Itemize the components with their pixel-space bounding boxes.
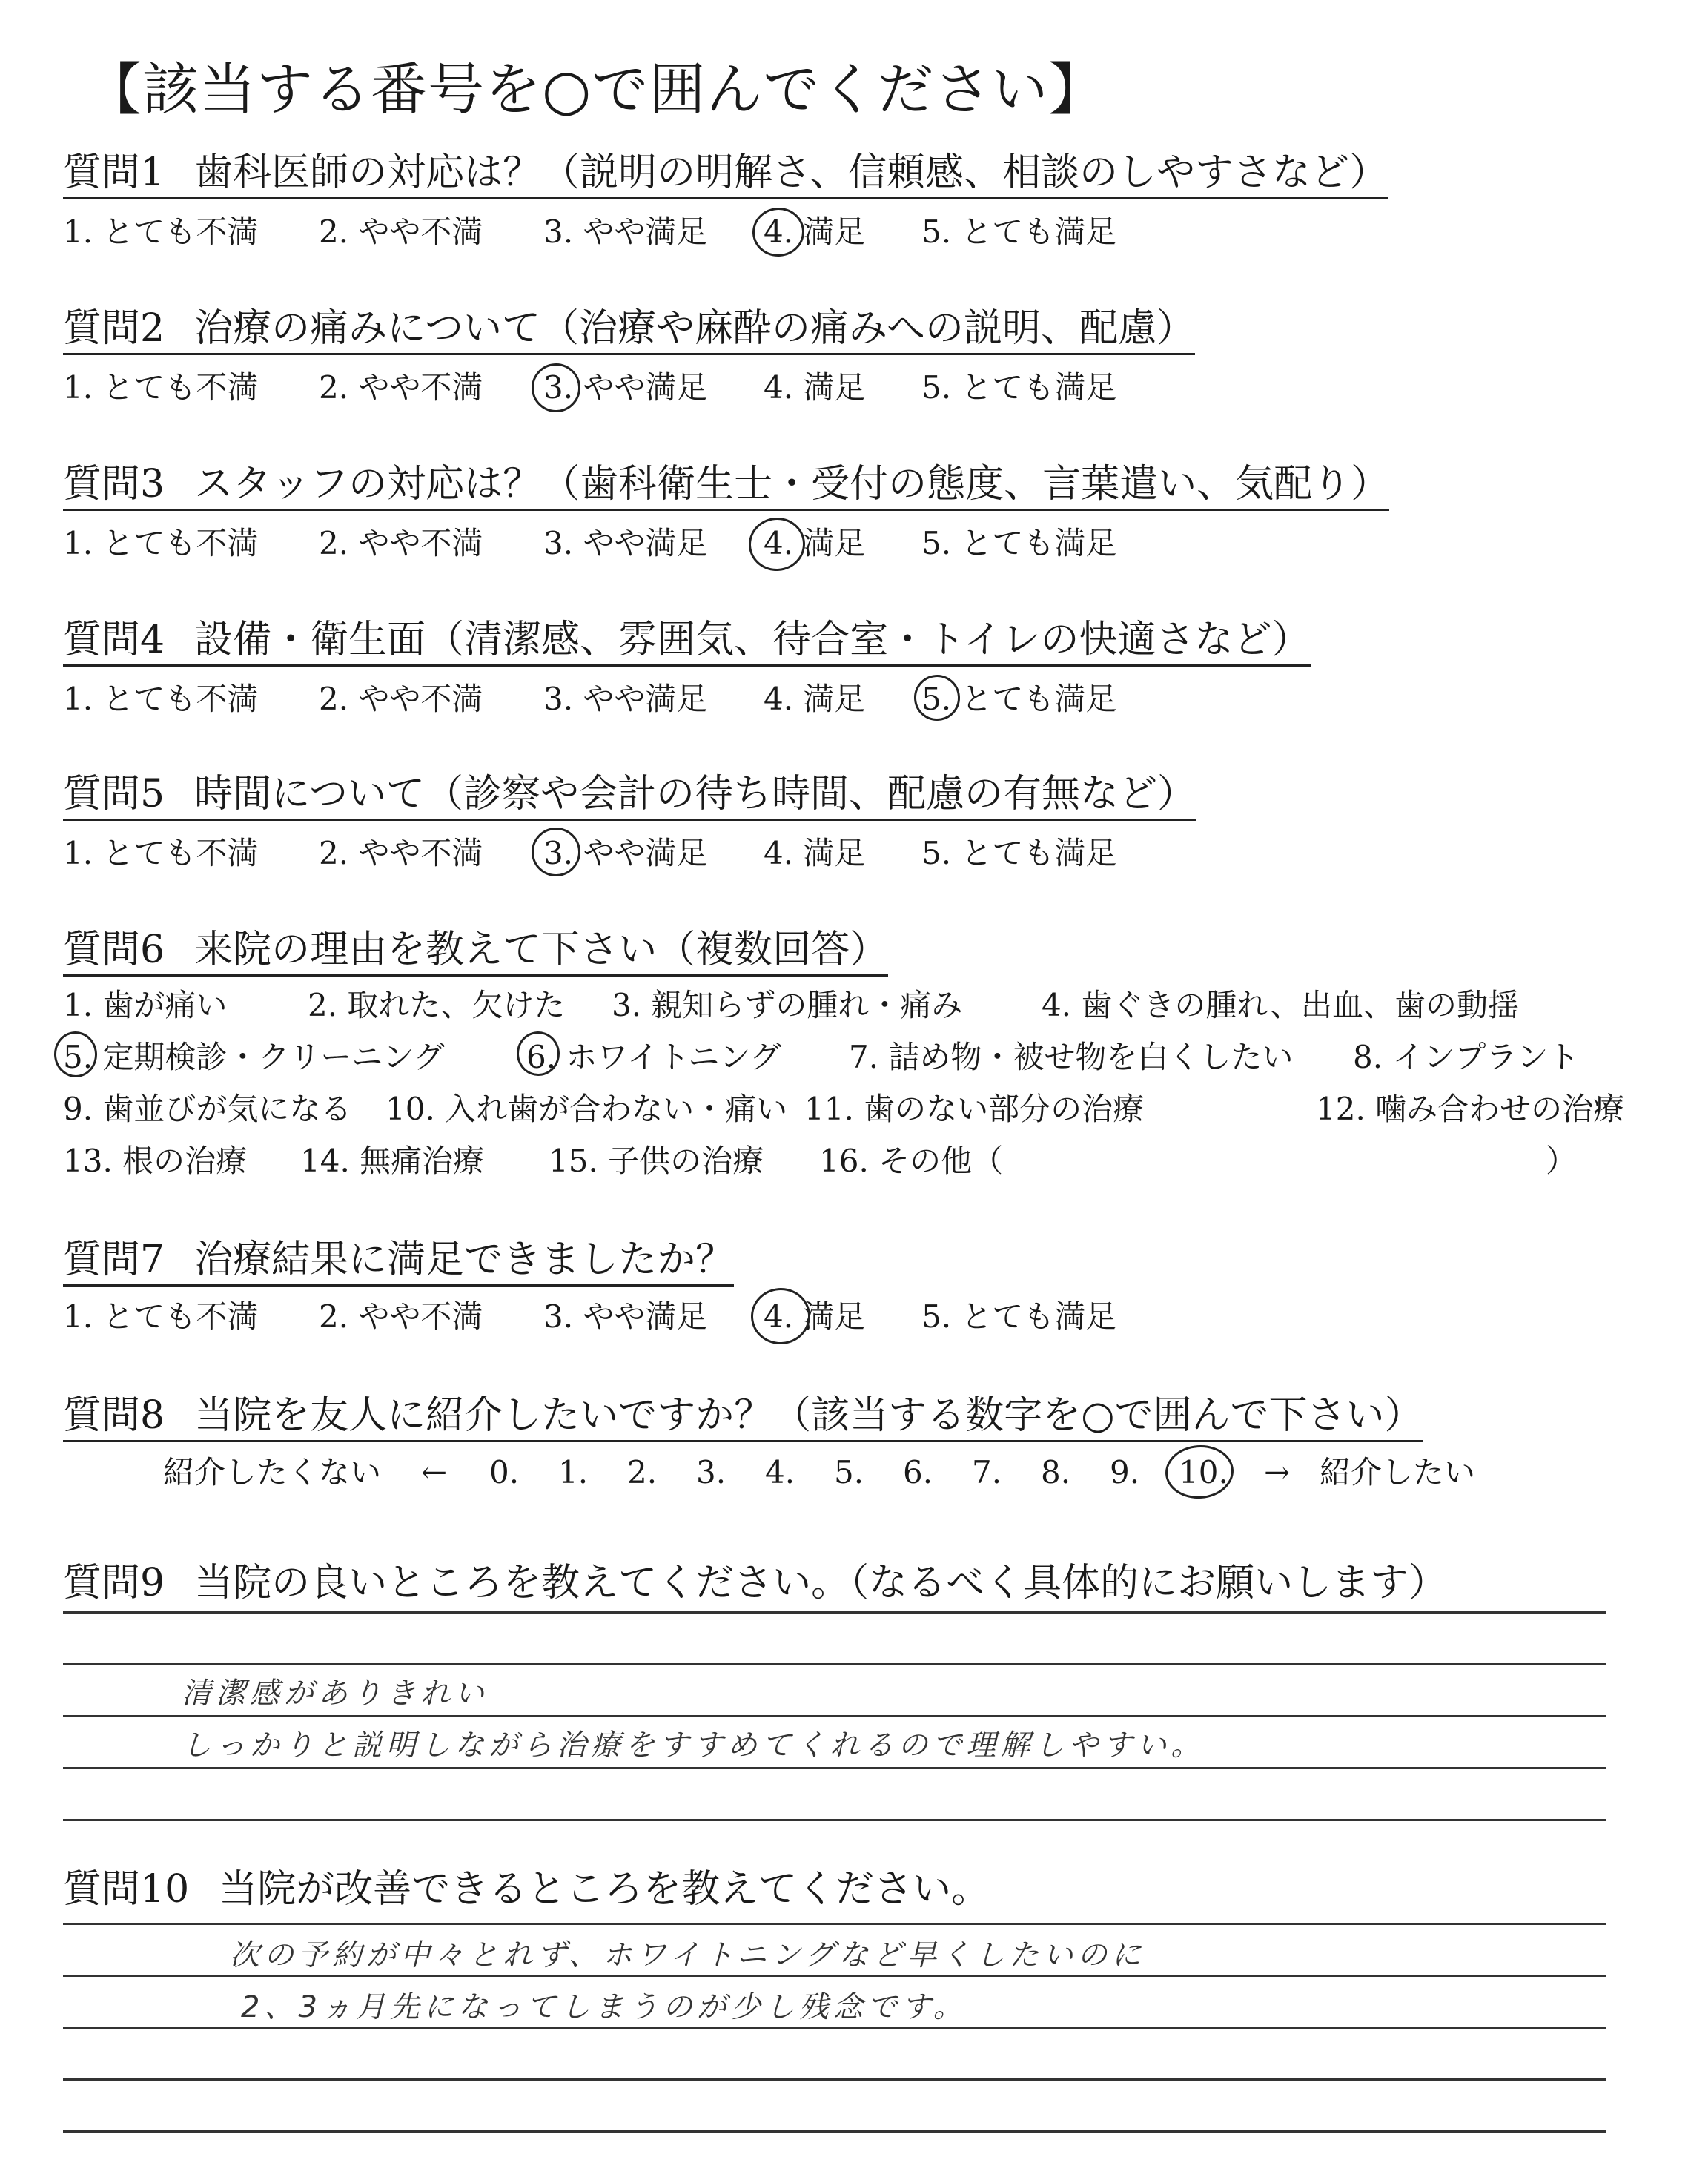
- option-1[interactable]: 1. とても不満: [63, 525, 259, 561]
- reason-option[interactable]: 8. インプラント: [1353, 1039, 1580, 1075]
- reason-option[interactable]: 1. 歯が痛い: [63, 987, 228, 1023]
- reason-option[interactable]: 9. 歯並びが気になる: [63, 1091, 352, 1127]
- question-text: 当院が改善できるところを教えてください。: [219, 1867, 990, 1912]
- other-close-paren: ）: [1546, 1143, 1578, 1179]
- question-number: 質問8: [63, 1393, 165, 1438]
- question-text: 時間について（診察や会計の待ち時間、配慮の有無など）: [194, 772, 1196, 816]
- question-8-scale: [163, 1454, 1542, 1494]
- question-10-heading: [63, 1857, 990, 1913]
- selected-circle-mark: [747, 515, 807, 572]
- question-text: 歯科医師の対応は？（説明の明解さ、信頼感、相談のしやすさなど）: [194, 151, 1388, 195]
- reason-option[interactable]: 3. 親知らずの腫れ・痛み: [612, 987, 963, 1023]
- reason-option[interactable]: 12. 噛み合わせの治療: [1316, 1091, 1625, 1127]
- scale-value-3[interactable]: 3.: [696, 1454, 726, 1490]
- reason-option[interactable]: 11. 歯のない部分の治療: [804, 1091, 1145, 1127]
- scale-value-8[interactable]: 8.: [1041, 1454, 1071, 1490]
- answer-line: [63, 1767, 1606, 1769]
- reason-option[interactable]: 5. 定期検診・クリーニング: [63, 1039, 445, 1075]
- question-7-heading: [63, 1238, 734, 1287]
- option-5[interactable]: 5. とても満足: [921, 525, 1117, 561]
- handwritten-answer-line: 2、3ヵ月先になってしまうのが少し残念です。: [241, 1990, 967, 2024]
- option-2[interactable]: 2. やや不満: [319, 1298, 483, 1335]
- option-1[interactable]: 1. とても不満: [63, 835, 259, 871]
- option-3[interactable]: 3. やや満足: [543, 525, 708, 561]
- answer-line: [63, 1611, 1606, 1614]
- option-4[interactable]: 4. 満足: [764, 1298, 866, 1335]
- question-3-options: [63, 525, 1249, 565]
- answer-line: [63, 2078, 1606, 2081]
- option-4[interactable]: 4. 満足: [764, 681, 866, 717]
- option-1[interactable]: 1. とても不満: [63, 214, 259, 250]
- option-4[interactable]: 4. 満足: [764, 835, 866, 871]
- option-2[interactable]: 2. やや不満: [319, 369, 483, 406]
- scale-value-5[interactable]: 5.: [834, 1454, 864, 1490]
- reason-option[interactable]: 2. 取れた、欠けた: [308, 987, 566, 1023]
- question-number: 質問3: [63, 462, 165, 506]
- scale-value-4[interactable]: 4.: [765, 1454, 795, 1490]
- option-2[interactable]: 2. やや不満: [319, 835, 483, 871]
- question-number: 質問10: [63, 1867, 190, 1912]
- answer-line: [63, 2027, 1606, 2029]
- question-number: 質問6: [63, 928, 165, 972]
- question-text: 治療の痛みについて（治療や麻酔の痛みへの説明、配慮）: [194, 306, 1196, 351]
- question-number: 質問1: [63, 151, 165, 195]
- scale-value-9[interactable]: 9.: [1110, 1454, 1140, 1490]
- option-2[interactable]: 2. やや不満: [319, 681, 483, 717]
- scale-value-1[interactable]: 1.: [558, 1454, 589, 1490]
- option-5[interactable]: 5. とても満足: [921, 1298, 1117, 1335]
- question-9-heading: [63, 1551, 1447, 1607]
- question-8-heading: [63, 1394, 1423, 1442]
- option-5[interactable]: 5. とても満足: [921, 369, 1117, 406]
- question-number: 質問4: [63, 618, 165, 662]
- question-7-options: [63, 1298, 1249, 1338]
- handwritten-answer-line: 次の予約が中々とれず、ホワイトニングなど早くしたいのに: [230, 1938, 1146, 1972]
- left-arrow-icon: ←: [421, 1454, 448, 1490]
- option-3[interactable]: 3. やや満足: [543, 835, 708, 871]
- option-4[interactable]: 4. 満足: [764, 525, 866, 561]
- question-number: 質問5: [63, 772, 165, 816]
- handwritten-answer-line: しっかりと説明しながら治療をすすめてくれるので理解しやすい。: [182, 1728, 1205, 1763]
- question-text: 当院を友人に紹介したいですか？（該当する数字を○で囲んで下さい）: [194, 1393, 1423, 1438]
- question-1-heading: [63, 151, 1388, 199]
- reason-option[interactable]: 4. 歯ぐきの腫れ、出血、歯の動揺: [1042, 987, 1519, 1023]
- question-6-heading: [63, 928, 888, 977]
- question-2-options: [63, 369, 1249, 409]
- option-2[interactable]: 2. やや不満: [319, 525, 483, 561]
- answer-line: [63, 1923, 1606, 1925]
- option-3[interactable]: 3. やや満足: [543, 369, 708, 406]
- question-text: 設備・衛生面（清潔感、雰囲気、待合室・トイレの快適さなど）: [194, 618, 1311, 662]
- scale-right-label: 紹介したい: [1320, 1454, 1476, 1490]
- answer-line: [63, 1975, 1606, 1977]
- reason-option[interactable]: 14. 無痛治療: [300, 1143, 485, 1179]
- question-1-options: [63, 214, 1249, 254]
- question-4-options: [63, 681, 1249, 721]
- question-text: 当院の良いところを教えてください。（なるべく具体的にお願いします）: [194, 1561, 1448, 1605]
- scale-value-6[interactable]: 6.: [903, 1454, 933, 1490]
- question-5-options: [63, 835, 1249, 875]
- reason-option[interactable]: 13. 根の治療: [63, 1143, 248, 1179]
- question-text: スタッフの対応は？（歯科衛生士・受付の態度、言葉遣い、気配り）: [194, 462, 1390, 506]
- option-1[interactable]: 1. とても不満: [63, 1298, 259, 1335]
- question-3-heading: [63, 463, 1389, 511]
- option-2[interactable]: 2. やや不満: [319, 214, 483, 250]
- answer-line: [63, 2130, 1606, 2133]
- option-5[interactable]: 5. とても満足: [921, 214, 1117, 250]
- question-6-options: [63, 987, 1657, 1212]
- option-3[interactable]: 3. やや満足: [543, 1298, 708, 1335]
- scale-left-label: 紹介したくない: [163, 1454, 382, 1490]
- reason-option[interactable]: 7. 詰め物・被せ物を白くしたい: [849, 1039, 1294, 1075]
- reason-option-other[interactable]: 16. その他（: [819, 1143, 1004, 1179]
- option-5[interactable]: 5. とても満足: [921, 835, 1117, 871]
- scale-value-7[interactable]: 7.: [972, 1454, 1002, 1490]
- answer-line: [63, 1819, 1606, 1821]
- question-number: 質問7: [63, 1238, 165, 1282]
- reason-option[interactable]: 6. ホワイトニング: [526, 1039, 781, 1075]
- question-4-heading: [63, 618, 1311, 667]
- form-title: 【該当する番号を○で囲んでください】: [85, 56, 1106, 122]
- question-text: 来院の理由を教えて下さい（複数回答）: [194, 928, 889, 972]
- right-arrow-icon: →: [1264, 1454, 1291, 1490]
- selected-circle-mark: [749, 1286, 812, 1346]
- option-1[interactable]: 1. とても不満: [63, 681, 259, 717]
- option-4[interactable]: 4. 満足: [764, 214, 866, 250]
- selected-circle-mark: [1164, 1443, 1236, 1501]
- reason-option[interactable]: 15. 子供の治療: [549, 1143, 764, 1179]
- scale-value-0[interactable]: 0.: [489, 1454, 520, 1490]
- option-3[interactable]: 3. やや満足: [543, 214, 708, 250]
- question-2-heading: [63, 307, 1195, 355]
- question-number: 質問2: [63, 306, 165, 351]
- reason-option[interactable]: 10. 入れ歯が合わない・痛い: [385, 1091, 788, 1127]
- question-number: 質問9: [63, 1561, 165, 1605]
- question-5-heading: [63, 773, 1196, 821]
- answer-line: [63, 1663, 1606, 1665]
- answer-line: [63, 1715, 1606, 1717]
- handwritten-answer-line: 清潔感がありきれい: [182, 1677, 489, 1711]
- option-4[interactable]: 4. 満足: [764, 369, 866, 406]
- option-5[interactable]: 5. とても満足: [921, 681, 1117, 717]
- question-text: 治療結果に満足できましたか？: [194, 1238, 735, 1282]
- option-3[interactable]: 3. やや満足: [543, 681, 708, 717]
- scale-value-10[interactable]: 10.: [1179, 1454, 1228, 1490]
- option-1[interactable]: 1. とても不満: [63, 369, 259, 406]
- scale-value-2[interactable]: 2.: [627, 1454, 658, 1490]
